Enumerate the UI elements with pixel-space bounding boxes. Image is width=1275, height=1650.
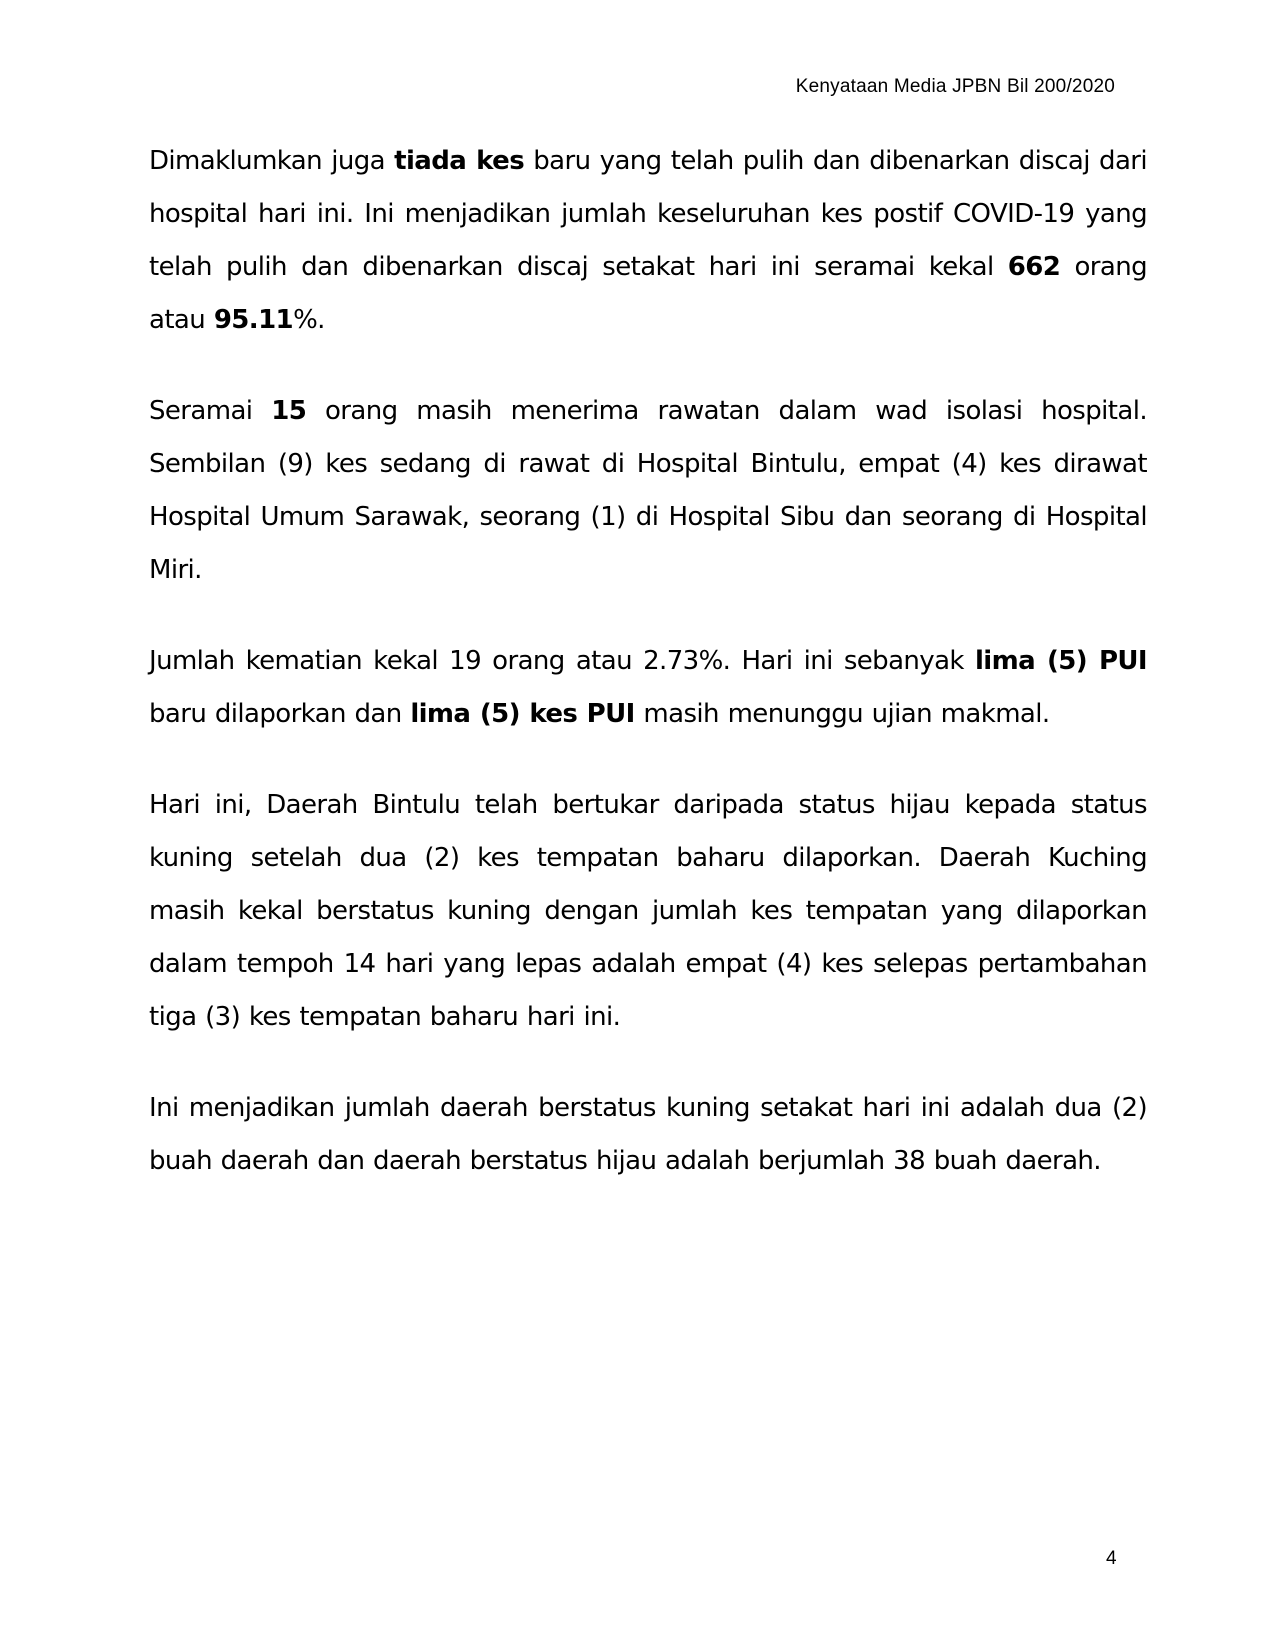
text-segment: orang atau [149,252,1147,335]
text-segment-bold: tiada kes [394,146,525,176]
text-segment: baru dilaporkan dan [149,699,411,729]
text-segment: Hari ini, Daerah Bintulu telah bertukar daripada status hijau kepada status kuning setelah dua (2) kes tempatan baharu dilaporkan. Daerah Kuching masih kekal berstatus kuning dengan jumlah kes tempatan yang dilaporkan dalam tempoh 14 hari yang lepas adalah empat (4) kes selepas pertambahan tiga (3) kes tempatan baharu hari ini. [149,790,1147,1032]
text-segment: Dimaklumkan juga [149,146,395,176]
document-header: Kenyataan Media JPBN Bil 200/2020 [795,76,1115,97]
text-segment: %. [293,305,325,335]
paragraph-recovered [149,135,1147,347]
text-segment: masih menunggu ujian makmal. [634,699,1050,729]
text-segment: Ini menjadikan jumlah daerah berstatus kuning setakat hari ini adalah dua (2) buah daerah dan daerah berstatus hijau adalah berjumlah 38 buah daerah. [149,1093,1147,1176]
text-segment: Seramai [149,396,272,426]
paragraph-treatment [149,385,1147,597]
text-segment: baru yang telah pulih dan dibenarkan discaj dari hospital hari ini. Ini menjadikan jumlah keseluruhan kes postif COVID-19 yang telah pulih dan dibenarkan discaj setakat hari ini seramai kekal [149,146,1148,282]
paragraph-deaths-pui [149,635,1147,741]
text-segment-bold: 95.11 [213,305,294,335]
text-segment-bold: lima (5) PUI [975,646,1147,676]
text-segment: Jumlah kematian kekal 19 orang atau 2.73%. Hari ini sebanyak [149,646,975,676]
text-segment: orang masih menerima rawatan dalam wad isolasi hospital. Sembilan (9) kes sedang di rawat di Hospital Bintulu, empat (4) kes dirawat Hospital Umum Sarawak, seorang (1) di Hospital Sibu dan seorang di Hospital Miri. [149,396,1147,585]
paragraph-district-status [149,779,1147,1044]
paragraph-district-summary [149,1082,1147,1188]
text-segment-bold: 15 [271,396,307,426]
text-segment-bold: 662 [1007,252,1061,282]
text-segment-bold: lima (5) kes PUI [410,699,635,729]
page-number: 4 [1106,1548,1117,1569]
document-body [149,135,1147,1226]
